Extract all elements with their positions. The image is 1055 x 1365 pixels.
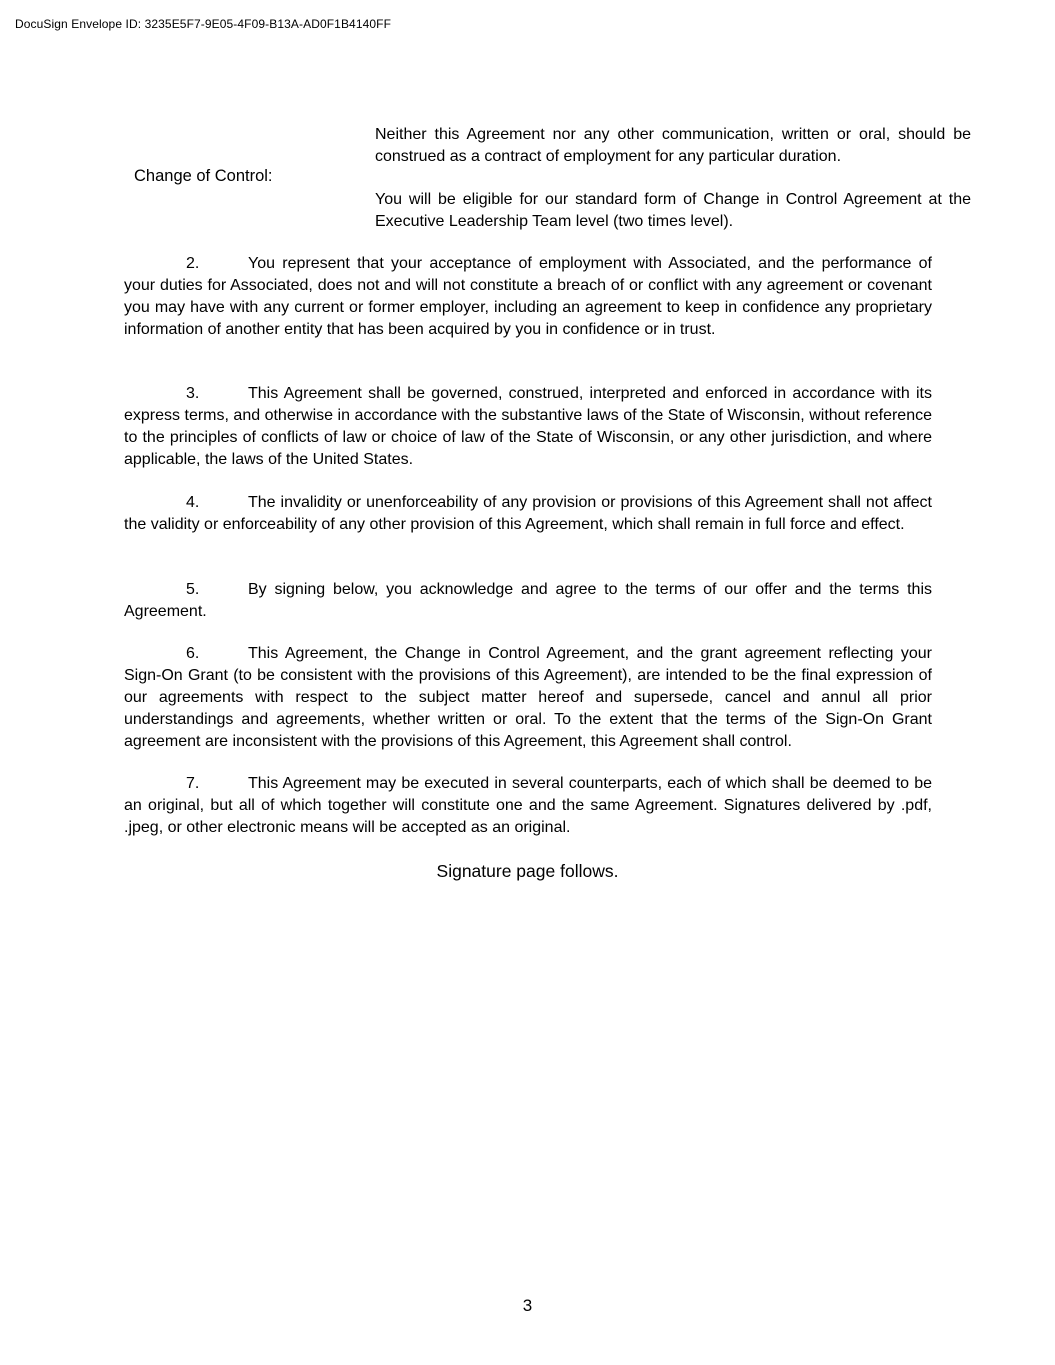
change-of-control-text-2: You will be eligible for our standard form of Change in Control Agreement at the Executive Leadership Team level (two times level). <box>375 191 971 230</box>
paragraph-text: The invalidity or unenforceability of any provision or provisions of this Agreement shall not affect the validity or enforceability of any other provision of this Agreement, which shall remain in full force and effect. <box>124 494 932 533</box>
paragraph-4 <box>124 492 932 536</box>
docusign-envelope-id: DocuSign Envelope ID: 3235E5F7-9E05-4F09-B13A-AD0F1B4140FF <box>15 17 392 31</box>
paragraph-text: By signing below, you acknowledge and agree to the terms of our offer and the terms this Agreement. <box>124 581 932 620</box>
paragraph-number: 6. <box>186 645 200 662</box>
page-number: 3 <box>522 1296 533 1315</box>
change-of-control-text-1: Neither this Agreement nor any other communication, written or oral, should be construed as a contract of employment for any particular duration. <box>375 126 971 165</box>
paragraph-5 <box>124 579 932 623</box>
paragraph-text: This Agreement shall be governed, construed, interpreted and enforced in accordance with its express terms, and otherwise in accordance with the substantive laws of the State of Wisconsin, without reference to the principles of conflicts of law or choice of law of the State of Wisconsin, or any other jurisdiction, and where applicable, the laws of the United States. <box>124 385 932 468</box>
paragraph-2 <box>124 253 932 341</box>
paragraph-number: 3. <box>186 385 200 402</box>
change-of-control-label: Change of Control: <box>134 167 273 185</box>
paragraph-text: You represent that your acceptance of employment with Associated, and the performance of your duties for Associated, does not and will not constitute a breach of or conflict with any agreement or covenant you may have with any current or former employer, including an agreement to keep in confidence any proprietary information of another entity that has been acquired by you in confidence or in trust. <box>124 255 932 338</box>
paragraph-number: 7. <box>186 775 200 792</box>
paragraph-number: 4. <box>186 494 200 511</box>
paragraph-number: 2. <box>186 255 200 272</box>
paragraph-text: This Agreement, the Change in Control Agreement, and the grant agreement reflecting your Sign-On Grant (to be consistent with the provisions of this Agreement), are intended to be the final expression of our agreements with respect to the subject matter hereof and supersede, cancel and annul all prior understandings and agreements, whether written or oral. To the extent that the terms of the Sign-On Grant agreement are inconsistent with the provisions of this Agreement, this Agreement shall control. <box>124 645 932 750</box>
signature-page-note: Signature page follows. <box>436 861 619 881</box>
paragraph-6 <box>124 643 932 753</box>
paragraph-3 <box>124 383 932 471</box>
paragraph-7 <box>124 773 932 839</box>
paragraph-number: 5. <box>186 581 200 598</box>
paragraph-text: This Agreement may be executed in several counterparts, each of which shall be deemed to be an original, but all of which together will constitute one and the same Agreement. Signatures delivered by .pdf, .jpeg, or other electronic means will be accepted as an original. <box>124 775 932 836</box>
